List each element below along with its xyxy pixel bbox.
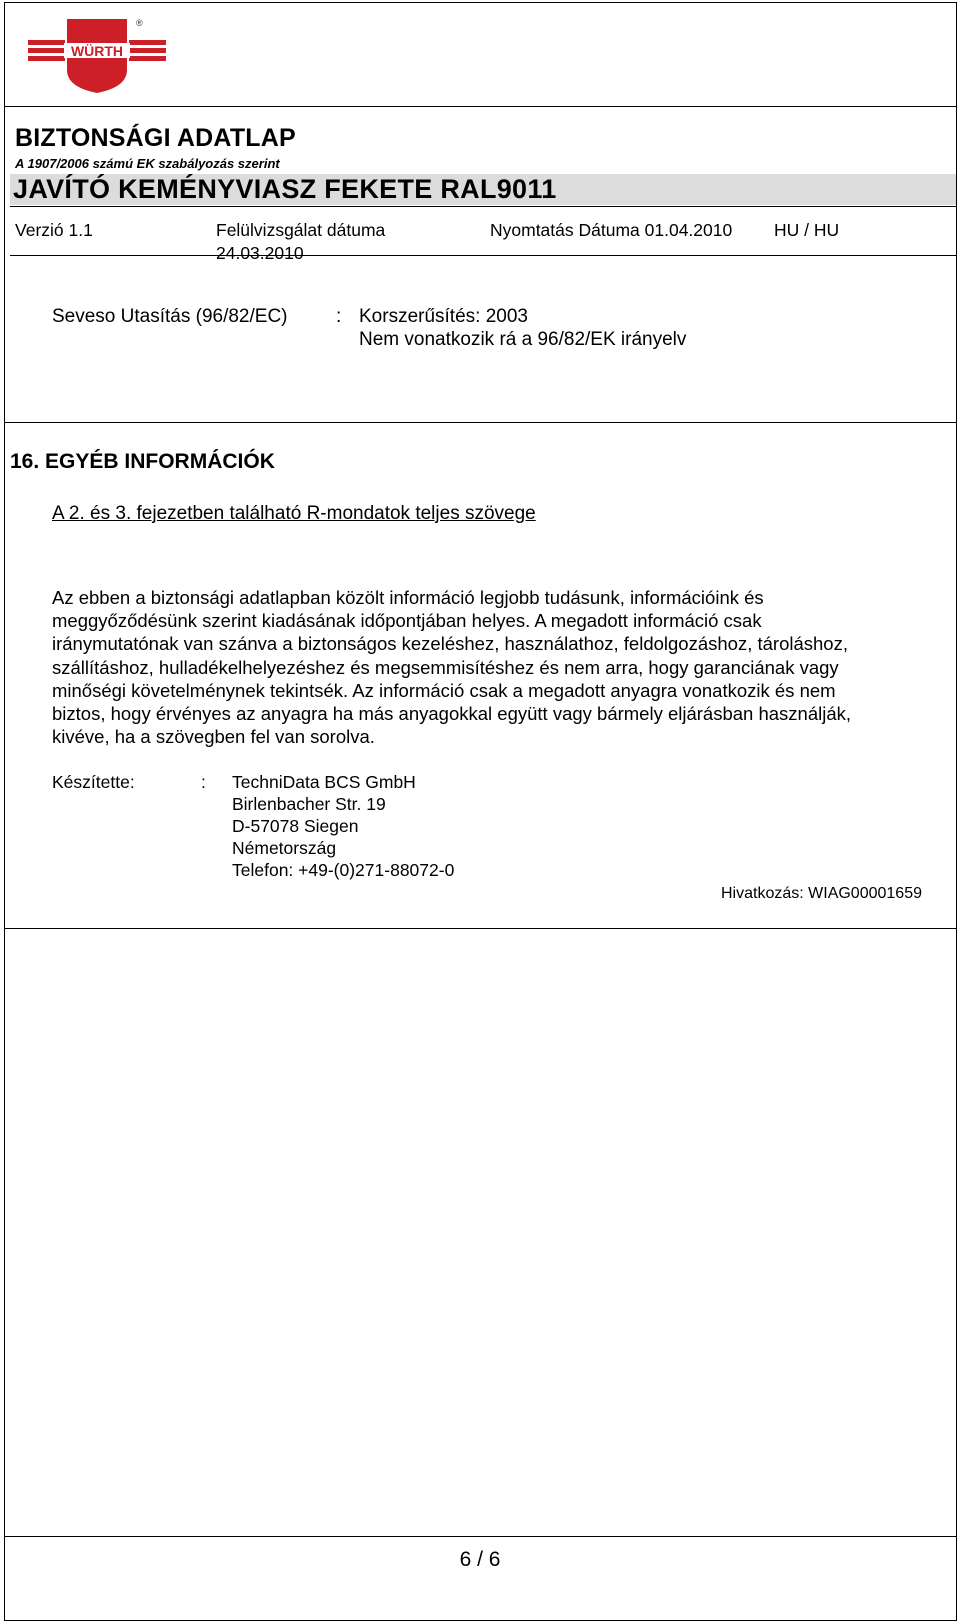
- paragraph-line: kivéve, ha a szövegben fel van sorolva.: [52, 726, 375, 748]
- paragraph-line: biztos, hogy érvényes az anyagra ha más anyagokkal együtt vagy bármely eljárásban használják,: [52, 703, 852, 725]
- preparer-name: TechniData BCS GmbH: [232, 772, 416, 792]
- paragraph-line: iránymutatónak van szánva a biztonságos kezeléshez, használathoz, feldolgozáshoz, tároláshoz,: [52, 633, 848, 655]
- registered-mark: ®: [136, 18, 143, 28]
- page-number: 6 / 6: [459, 1548, 501, 1571]
- prepared-by-separator: :: [201, 772, 206, 792]
- print-date: Nyomtatás Dátuma 01.04.2010: [490, 220, 733, 240]
- document-subtitle: A 1907/2006 számú EK szabályozás szerint: [15, 156, 280, 171]
- seveso-separator: :: [336, 306, 342, 327]
- seveso-value-line1: Korszerűsítés: 2003: [359, 306, 528, 327]
- document-title: BIZTONSÁGI ADATLAP: [15, 124, 296, 152]
- prepared-by-label: Készítette:: [52, 772, 135, 792]
- seveso-label: Seveso Utasítás (96/82/EC): [52, 306, 288, 327]
- paragraph-line: minőségi követelménynek tekintsék. Az információ csak a megadott anyagra vonatkozik és nem: [52, 679, 836, 701]
- r-phrases-heading: A 2. és 3. fejezetben található R-mondatok teljes szövege: [52, 503, 536, 524]
- header-divider: [4, 106, 957, 107]
- product-divider: [10, 206, 956, 207]
- reference-number: Hivatkozás: WIAG00001659: [721, 885, 922, 902]
- content-end-divider: [4, 928, 957, 929]
- product-name: JAVÍTÓ KEMÉNYVIASZ FEKETE RAL9011: [13, 174, 557, 204]
- locale: HU / HU: [774, 220, 840, 240]
- preparer-phone: Telefon: +49-(0)271-88072-0: [232, 860, 455, 880]
- section-16-title: 16. EGYÉB INFORMÁCIÓK: [10, 450, 275, 473]
- disclaimer-paragraph: [52, 586, 952, 748]
- footer-divider: [4, 1536, 957, 1537]
- paragraph-line: szállításhoz, hulladékelhelyezéshez és megsemmisítéshez és nem arra, hogy garanciának vagy: [52, 656, 839, 678]
- version: Verzió 1.1: [15, 220, 93, 240]
- seveso-value-line2: Nem vonatkozik rá a 96/82/EK irányelv: [359, 329, 687, 350]
- revision-date: 24.03.2010: [216, 243, 304, 263]
- preparer-country: Németország: [232, 838, 337, 858]
- meta-divider: [10, 255, 956, 256]
- paragraph-line: Az ebben a biztonsági adatlapban közölt információ legjobb tudásunk, információink és: [52, 587, 764, 608]
- preparer-city: D-57078 Siegen: [232, 816, 359, 836]
- page-frame: [4, 2, 957, 1621]
- revision-label: Felülvizsgálat dátuma: [216, 220, 386, 240]
- section-divider: [4, 422, 957, 423]
- logo-brand-text: WÜRTH: [70, 43, 124, 59]
- wurth-logo: [28, 14, 178, 98]
- paragraph-line: meggyőződésünk szerint kiadásának időpontjában helyes. A megadott információ csak: [52, 610, 762, 632]
- preparer-street: Birlenbacher Str. 19: [232, 794, 386, 814]
